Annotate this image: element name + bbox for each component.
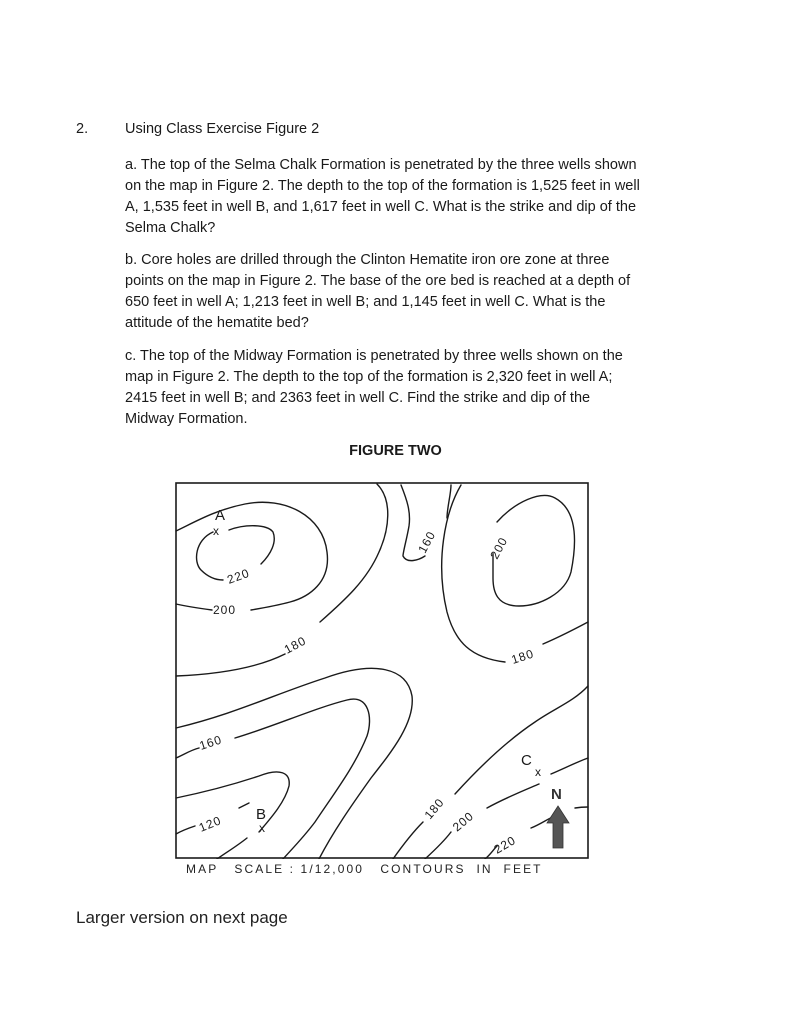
contour-label: 120 <box>196 813 224 835</box>
part-c-line: Midway Formation. <box>125 411 248 427</box>
contour-label: 200 <box>213 603 237 617</box>
well-b-marker: x <box>259 821 265 835</box>
contour-map <box>175 482 589 859</box>
contour-label: 160 <box>415 528 439 556</box>
well-a-label: A <box>215 507 226 524</box>
part-a-line: a. The top of the Selma Chalk Formation is penetrated by the three wells shown <box>125 157 637 173</box>
part-c-line: 2415 feet in well B; and 2363 feet in well C. Find the strike and dip of the <box>125 390 591 406</box>
north-label: N <box>551 786 562 803</box>
contour-label: 220 <box>491 832 519 857</box>
part-b-line: points on the map in Figure 2. The base of the ore bed is reached at a depth of <box>125 273 631 289</box>
question-part-b <box>125 250 705 334</box>
contour-label: 200 <box>487 534 511 562</box>
footer-note: Larger version on next page <box>76 908 288 927</box>
part-b-line: b. Core holes are drilled through the Clinton Hematite iron ore zone at three <box>125 252 610 268</box>
contour-label: 180 <box>281 633 309 657</box>
well-a-marker: x <box>213 524 219 538</box>
map-frame <box>176 483 588 858</box>
map-caption: MAP SCALE : 1/12,000 CONTOURS IN FEET <box>186 862 543 876</box>
contour-label: 220 <box>225 565 252 587</box>
well-c-marker: x <box>535 765 541 779</box>
well-b-label: B <box>256 806 267 823</box>
figure-title: FIGURE TWO <box>349 443 442 459</box>
contour-label: 160 <box>197 732 224 753</box>
part-b-line: attitude of the hematite bed? <box>125 315 309 331</box>
question-part-c <box>125 346 705 430</box>
part-c-line: map in Figure 2. The depth to the top of the formation is 2,320 feet in well A; <box>125 369 613 385</box>
part-b-line: 650 feet in well A; 1,213 feet in well B; and 1,145 feet in well C. What is the <box>125 294 606 310</box>
contour-label: 180 <box>421 795 448 822</box>
part-a-line: Selma Chalk? <box>125 220 216 236</box>
question-number: 2. <box>76 121 89 137</box>
well-c-label: C <box>521 752 532 769</box>
part-a-line: on the map in Figure 2. The depth to the top of the formation is 1,525 feet in well <box>125 178 640 194</box>
part-c-line: c. The top of the Midway Formation is penetrated by three wells shown on the <box>125 348 623 364</box>
contour-label: 180 <box>509 646 536 667</box>
question-part-a <box>125 155 705 239</box>
question-title: Using Class Exercise Figure 2 <box>125 121 320 137</box>
part-a-line: A, 1,535 feet in well B, and 1,617 feet in well C. What is the strike and dip of the <box>125 199 637 215</box>
contour-label: 200 <box>449 808 477 835</box>
